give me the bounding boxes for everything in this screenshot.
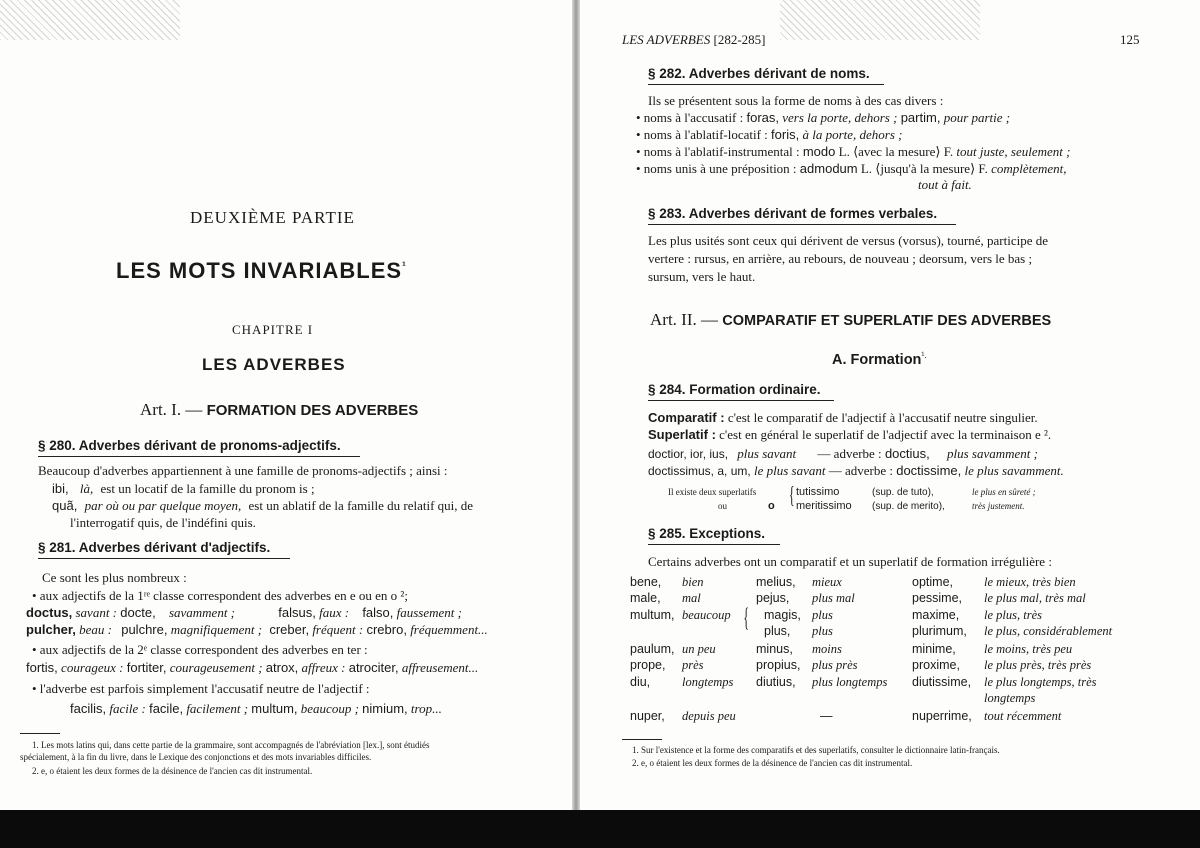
footnote-rule [20, 733, 60, 734]
superlative-french: le mieux, très bien [984, 575, 1076, 589]
french-gloss: vers la porte, dehors ; [782, 110, 898, 125]
french-gloss: courageux : [61, 660, 124, 675]
s284-note-fr2: très justement. [972, 501, 1025, 511]
french-gloss: le plus savamment. [964, 463, 1064, 478]
article-title: FORMATION DES ADVERBES [206, 402, 419, 419]
latin-word: doctissime, [896, 463, 962, 478]
s284-note-sup2: (sup. de merito), [872, 501, 945, 512]
superlative-french: tout récemment [984, 709, 1062, 723]
comparatif-text: c'est le comparatif de l'adjectif à l'accusatif neutre singulier. [727, 410, 1038, 425]
comparative-latin: pejus, [756, 591, 790, 605]
positive-french: bien [682, 575, 704, 589]
latin-word: foras, [746, 110, 780, 125]
positive-latin: multum, [630, 608, 675, 622]
comparative-french: plus [812, 608, 833, 622]
running-head [622, 32, 765, 48]
latin-word: pulchre, [121, 622, 168, 637]
subsection-title: A. Formation [832, 351, 922, 368]
superlative-french: le plus, considérablement [984, 624, 1113, 638]
section-underline [38, 456, 360, 457]
french-gloss: facile : [109, 701, 146, 716]
comparative-french: plus [812, 624, 833, 638]
french-gloss: à la porte, dehors ; [802, 127, 903, 142]
latin-word: nimium, [362, 701, 408, 716]
positive-french: longtemps [682, 675, 734, 689]
s282-line1 [636, 110, 1010, 126]
positive-latin: nuper, [630, 709, 665, 723]
french-gloss: courageusement ; [169, 660, 263, 675]
article-prefix: Art. II. — [650, 310, 718, 329]
latin-word: pulcher, [26, 622, 76, 637]
french-gloss: pour partie ; [943, 110, 1011, 125]
s284-note-line1: Il existe deux superlatifs [668, 487, 757, 497]
latin-word: atrox, [265, 660, 299, 675]
latin-word: creber, [269, 622, 310, 637]
superlative-french: le plus près, très près [984, 658, 1092, 672]
comparative-latin: minus, [756, 642, 793, 656]
s282-intro: Ils se présentent sous la forme de noms à des cas divers : [648, 93, 944, 108]
s284-comparatif [648, 410, 1038, 426]
s284-note-fr1: le plus en sûreté ; [972, 487, 1036, 497]
s280-intro: Beaucoup d'adverbes appartiennent à une famille de pronoms-adjectifs ; ainsi : [38, 463, 448, 478]
superlatif-label: Superlatif : [648, 427, 716, 442]
article-prefix: Art. I. — [140, 400, 203, 419]
s284-note-o: o [768, 500, 775, 512]
part-title-text: LES MOTS INVARIABLES [116, 258, 403, 283]
latin-word: multum, [251, 701, 298, 716]
french-gloss: affreusement... [401, 660, 479, 675]
comparative-french: plus mal [812, 591, 855, 605]
latin-word: facilis, [70, 701, 107, 716]
superlative-french: le plus longtemps, très [984, 675, 1097, 689]
section-underline [38, 558, 290, 559]
french-gloss: savant : [75, 605, 118, 620]
positive-french: mal [682, 591, 701, 605]
scan-noise [780, 0, 980, 40]
s284-note-tutissimo: tutissimo [796, 486, 840, 498]
section-underline [648, 224, 956, 225]
positive-latin: paulum, [630, 642, 675, 656]
footnote-rule [622, 739, 662, 740]
superlative-latin: minime, [912, 642, 956, 656]
section-underline [648, 544, 780, 545]
french-gloss: fréquemment... [410, 622, 488, 637]
footnote-1-cont: spécialement, à la fin du livre, dans le Lexique des conjonctions et des mots invariables difficiles. [20, 752, 372, 762]
french-gloss: fréquent : [312, 622, 364, 637]
latin-word: foris, [771, 127, 800, 142]
article-heading [140, 400, 418, 420]
adverbe-label: — adverbe : [817, 446, 882, 461]
comparative-french: mieux [812, 575, 842, 589]
running-head-range: [282-285] [713, 32, 766, 47]
latin-word: admodum [799, 161, 858, 176]
french-gloss: tout juste, seulement ; [956, 144, 1071, 159]
french-gloss: par où ou par quelque moyen, [84, 498, 242, 513]
s281-bullet2: • aux adjectifs de la 2ᵉ classe correspondent des adverbes en ter : [32, 642, 368, 657]
comparative-latin: — [820, 709, 833, 723]
latin-word: doctior, ior, ius, [648, 447, 729, 461]
footnote-1: 1. Les mots latins qui, dans cette partie de la grammaire, sont accompagnés de l'abréviation [lex.], sont étudiés [32, 740, 430, 750]
comparative-french: plus près [812, 658, 858, 672]
latin-word: quã, [52, 498, 78, 513]
s281-row1 [26, 605, 546, 621]
s283-line1: Les plus usités sont ceux qui dérivent de versus (vorsus), tourné, participe de [648, 233, 1049, 248]
footnote-1: 1. Sur l'existence et la forme des comparatifs et des superlatifs, consulter le dictionnaire latin-français. [632, 745, 1000, 755]
s284-note-ou: ou [718, 501, 727, 511]
s280-line1 [52, 481, 315, 497]
s284-example1 [648, 446, 1038, 462]
french-gloss: le plus savant [753, 463, 826, 478]
section-underline [648, 84, 884, 85]
s281-row4 [70, 701, 442, 717]
french-gloss: faux : [319, 605, 350, 620]
page-number: 125 [1120, 32, 1140, 47]
comparatif-label: Comparatif : [648, 410, 725, 425]
french-gloss: beaucoup ; [300, 701, 359, 716]
french-gloss: magnifiquement ; [170, 622, 263, 637]
s284-example2 [648, 463, 1064, 479]
latin-word: fortis, [26, 660, 58, 675]
comparative-french: plus longtemps [812, 675, 888, 689]
s282-line3 [636, 144, 1070, 160]
section-283-heading: § 283. Adverbes dérivant de formes verbales. [648, 206, 938, 221]
s283-line2: vertere : rursus, en arrière, au rebours, de nouveau ; deorsum, vers le bas ; [648, 251, 1033, 266]
section-281-heading: § 281. Adverbes dérivant d'adjectifs. [38, 540, 271, 555]
section-284-heading: § 284. Formation ordinaire. [648, 382, 821, 397]
positive-french: beaucoup [682, 608, 731, 622]
s283-line3: sursum, vers le haut. [648, 269, 756, 284]
s282-line2 [636, 127, 903, 143]
explanation: est un locatif de la famille du pronom is ; [100, 481, 315, 496]
s281-intro: Ce sont les plus nombreux : [42, 570, 187, 585]
comparative-latin: plus, [764, 624, 791, 638]
french-gloss: savamment ; [168, 605, 236, 620]
case-label: • noms à l'ablatif-instrumental : [636, 144, 800, 159]
latin-word: partim, [900, 110, 941, 125]
latin-word: falso, [362, 605, 394, 620]
latin-word: doctus, [26, 605, 73, 620]
case-label: • noms à l'ablatif-locatif : [636, 127, 768, 142]
superlative-latin: maxime, [912, 608, 960, 622]
latin-word: docte, [120, 605, 156, 620]
latin-word: falsus, [278, 605, 316, 620]
scan-border [0, 810, 1200, 848]
brace-icon: { [788, 483, 795, 509]
comparative-latin: diutius, [756, 675, 796, 689]
chapter-title: LES ADVERBES [202, 355, 346, 374]
part-heading: DEUXIÈME PARTIE [190, 208, 355, 227]
latin-word: doctius, [884, 446, 930, 461]
book-gutter [572, 0, 580, 810]
footnote-mark: ¹. [921, 350, 927, 360]
positive-french: près [682, 658, 704, 672]
superlative-latin: plurimum, [912, 624, 967, 638]
french-gloss: facilement ; [186, 701, 249, 716]
s281-bullet1: • aux adjectifs de la 1ʳᵉ classe correspondent des adverbes en e ou en o ²; [32, 588, 408, 603]
adverbe-label: — adverbe : [828, 463, 893, 478]
section-282-heading: § 282. Adverbes dérivant de noms. [648, 66, 870, 81]
case-label: • noms unis à une préposition : [636, 161, 797, 176]
s281-row3 [26, 660, 478, 676]
section-280-heading: § 280. Adverbes dérivant de pronoms-adjectifs. [38, 438, 341, 453]
comparative-french: moins [812, 642, 842, 656]
section-underline [648, 400, 834, 401]
right-page [580, 0, 1200, 810]
superlative-latin: optime, [912, 575, 953, 589]
s281-row2 [26, 622, 488, 638]
french-gloss: beau : [79, 622, 112, 637]
article-heading [650, 310, 1051, 330]
scan-noise [0, 0, 180, 40]
s284-note-sup1: (sup. de tuto), [872, 487, 934, 498]
superlative-latin: diutissime, [912, 675, 972, 689]
literal-gloss: L. ⟨jusqu'à la mesure⟩ F. [860, 161, 988, 176]
comparative-latin: melius, [756, 575, 796, 589]
s282-line4-cont: tout à fait. [918, 177, 972, 192]
s280-line3: l'interrogatif quis, de l'indéfini quis. [70, 515, 256, 530]
footnote-mark: ¹ [402, 260, 407, 273]
french-gloss: complètement, [991, 161, 1067, 176]
left-page [0, 0, 572, 810]
footnote-2: 2. e, o étaient les deux formes de la désinence de l'ancien cas dit instrumental. [32, 766, 313, 776]
superlative-french: le plus mal, très mal [984, 591, 1086, 605]
section-285-heading: § 285. Exceptions. [648, 526, 766, 541]
latin-word: fortiter, [126, 660, 167, 675]
latin-word: facile, [149, 701, 184, 716]
s282-line4 [636, 161, 1067, 177]
case-label: • noms à l'accusatif : [636, 110, 744, 125]
footnote-2: 2. e, o étaient les deux formes de la désinence de l'ancien cas dit instrumental. [632, 758, 913, 768]
part-title [116, 258, 407, 284]
latin-word: atrociter, [348, 660, 399, 675]
chapter-heading: CHAPITRE I [232, 322, 314, 337]
french-gloss: plus savamment ; [947, 446, 1038, 461]
s284-note-meritissimo: meritissimo [796, 500, 852, 512]
comparative-latin: magis, [764, 608, 801, 622]
french-gloss: plus savant [737, 446, 797, 461]
french-gloss: là, [79, 481, 94, 496]
latin-word: ibi, [52, 481, 69, 496]
positive-latin: male, [630, 591, 661, 605]
superlative-french: le moins, très peu [984, 642, 1073, 656]
s284-superlatif [648, 427, 1051, 443]
superlative-french: le plus, très [984, 608, 1042, 622]
french-gloss: faussement ; [396, 605, 462, 620]
superlative-latin: nuperrime, [912, 709, 972, 723]
latin-word: crebro, [366, 622, 407, 637]
positive-french: un peu [682, 642, 716, 656]
explanation: est un ablatif de la famille du relatif qui, de [248, 498, 474, 513]
positive-latin: diu, [630, 675, 651, 689]
positive-latin: bene, [630, 575, 662, 589]
comparative-latin: propius, [756, 658, 801, 672]
superlative-french: longtemps [984, 691, 1036, 705]
subsection-heading [832, 350, 927, 368]
latin-word: doctissimus, a, um, [648, 464, 751, 478]
brace-icon: { [743, 603, 750, 632]
superlatif-text: c'est en général le superlatif de l'adjectif avec la terminaison e ². [719, 427, 1052, 442]
running-head-title: LES ADVERBES [622, 32, 711, 47]
positive-french: depuis peu [682, 709, 736, 723]
latin-word: modo [802, 144, 836, 159]
positive-latin: prope, [630, 658, 666, 672]
superlative-latin: proxime, [912, 658, 960, 672]
s281-bullet3: • l'adverbe est parfois simplement l'accusatif neutre de l'adjectif : [32, 681, 370, 696]
s285-intro: Certains adverbes ont un comparatif et un superlatif de formation irrégulière : [648, 554, 1052, 569]
superlative-latin: pessime, [912, 591, 963, 605]
french-gloss: affreux : [301, 660, 346, 675]
french-gloss: trop... [410, 701, 442, 716]
literal-gloss: L. ⟨avec la mesure⟩ F. [838, 144, 954, 159]
article-title: COMPARATIF ET SUPERLATIF DES ADVERBES [722, 313, 1052, 329]
s280-line2 [52, 498, 473, 514]
